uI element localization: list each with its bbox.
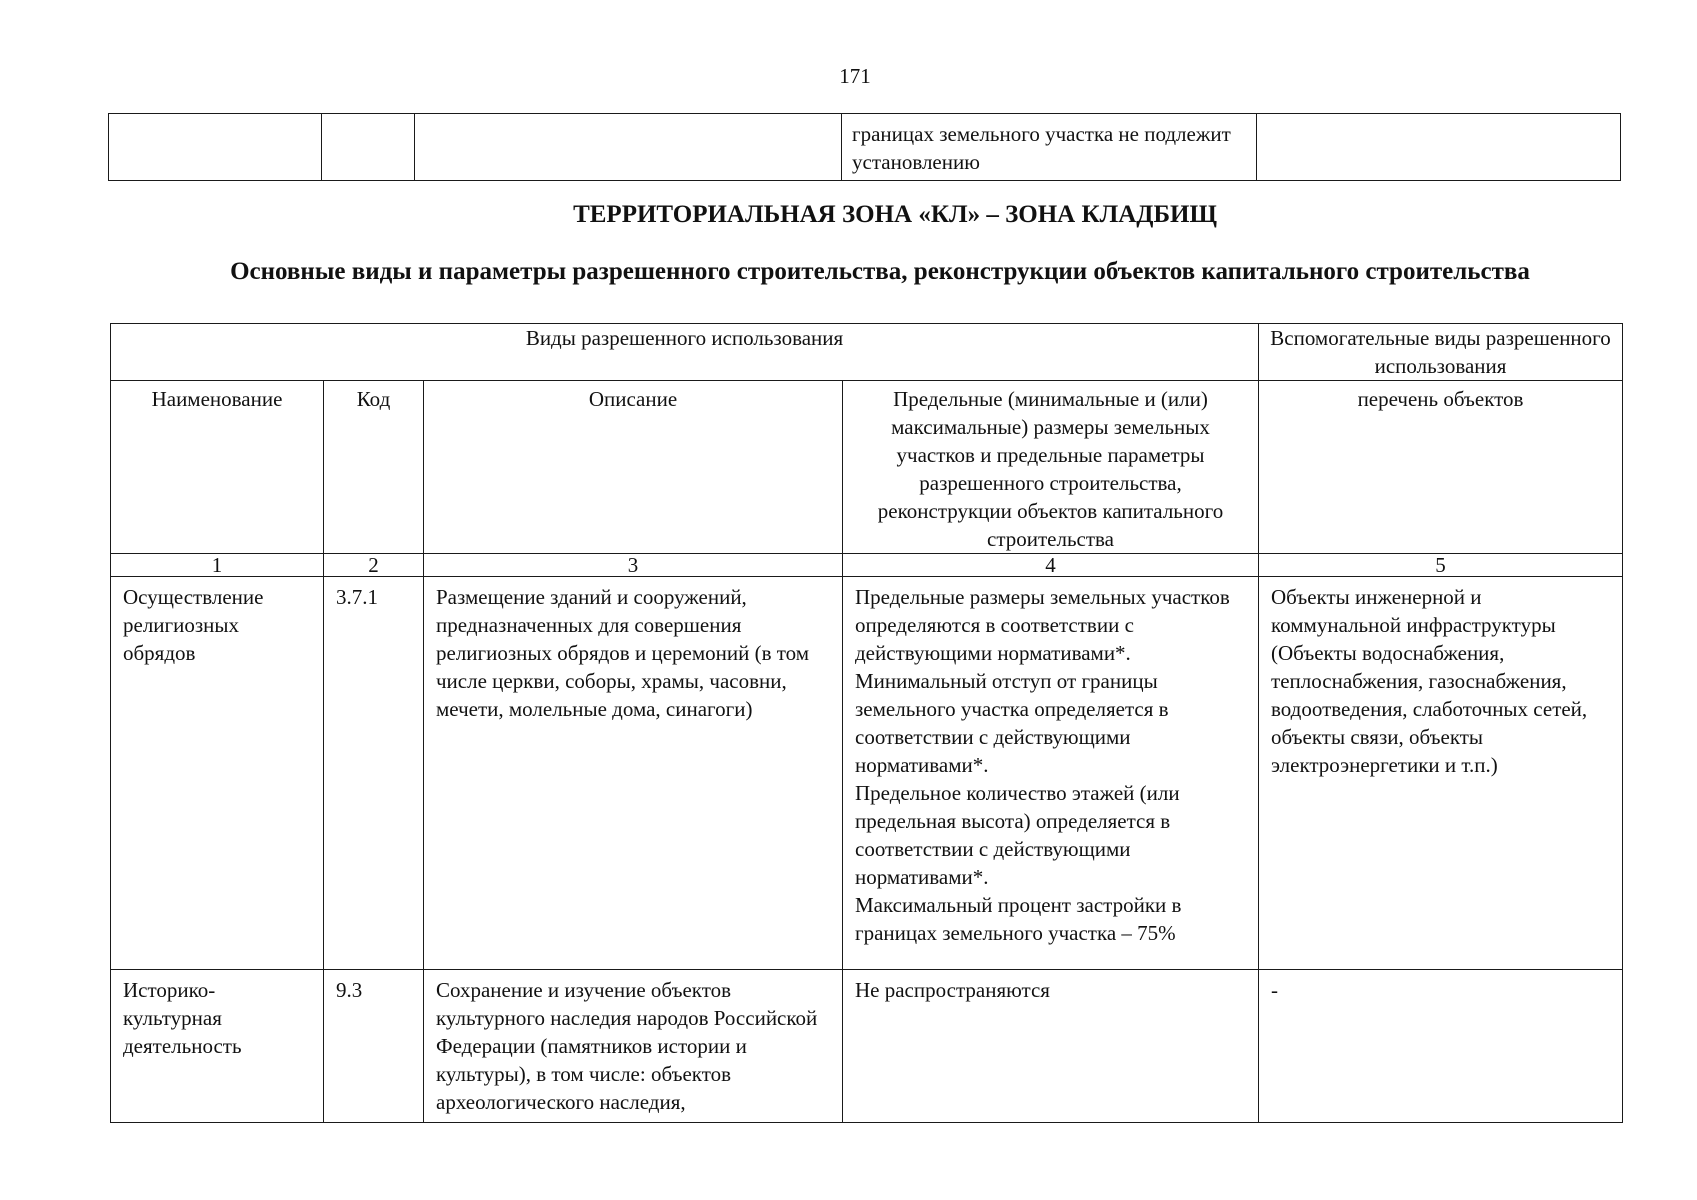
- table-header-row: [111, 324, 1623, 381]
- header-auxiliary-uses: Вспомогательные виды разрешенного использования: [1259, 324, 1623, 381]
- permitted-use-table: [110, 323, 1623, 1123]
- column-number: 2: [324, 554, 424, 577]
- table-row: [111, 577, 1623, 970]
- row-code: 3.7.1: [324, 577, 424, 970]
- column-number-row: [111, 554, 1623, 577]
- row-description: Размещение зданий и сооружений, предназначенных для совершения религиозных обрядов и церемоний (в том числе церкви, соборы, храмы, часовни, мечети, молельные дома, синагоги): [424, 577, 843, 970]
- column-number: 5: [1259, 554, 1623, 577]
- column-header-name: Наименование: [111, 381, 324, 554]
- column-header-objects: перечень объектов: [1259, 381, 1623, 554]
- row-auxiliary: -: [1259, 970, 1623, 1123]
- zone-title: ТЕРРИТОРИАЛЬНАЯ ЗОНА «КЛ» – ЗОНА КЛАДБИЩ: [573, 201, 1217, 228]
- column-header-code: Код: [324, 381, 424, 554]
- continuation-table: [108, 113, 1621, 181]
- page-number: 171: [839, 64, 871, 88]
- column-number: 4: [843, 554, 1259, 577]
- row-description: Сохранение и изучение объектов культурного наследия народов Российской Федерации (памятников истории и культуры), в том числе: объектов археологического наследия,: [424, 970, 843, 1123]
- row-name: Осуществление религиозных обрядов: [111, 577, 324, 970]
- table-cell: [109, 114, 322, 181]
- table-subheader-row: [111, 381, 1623, 554]
- table-cell: границах земельного участка не подлежит установлению: [842, 114, 1257, 181]
- row-code: 9.3: [324, 970, 424, 1123]
- row-limits: Предельные размеры земельных участков определяются в соответствии с действующими нормативами*. Минимальный отступ от границы земельного участка определяется в соответствии с действующими нормативами*. Предельное количество этажей (или предельная высота) определяется в соответствии с действующими нормативами*. Максимальный процент застройки в границах земельного участка – 75%: [843, 577, 1259, 970]
- column-header-description: Описание: [424, 381, 843, 554]
- column-header-limits: Предельные (минимальные и (или) максимальные) размеры земельных участков и предельные параметры разрешенного строительства, реконструкции объектов капитального строительства: [843, 381, 1259, 554]
- column-number: 3: [424, 554, 843, 577]
- header-permitted-uses: Виды разрешенного использования: [111, 324, 1259, 381]
- table-cell: [415, 114, 842, 181]
- row-limits: Не распространяются: [843, 970, 1259, 1123]
- table-row: [109, 114, 1621, 181]
- table-cell: [322, 114, 415, 181]
- table-row: [111, 970, 1623, 1123]
- section-title: Основные виды и параметры разрешенного строительства, реконструкции объектов капитального строительства: [230, 258, 1530, 285]
- column-number: 1: [111, 554, 324, 577]
- row-name: Историко-культурная деятельность: [111, 970, 324, 1123]
- table-cell: [1257, 114, 1621, 181]
- row-auxiliary: Объекты инженерной и коммунальной инфраструктуры (Объекты водоснабжения, теплоснабжения, газоснабжения, водоотведения, слаботочных сетей, объекты связи, объекты электроэнергетики и т.п.): [1259, 577, 1623, 970]
